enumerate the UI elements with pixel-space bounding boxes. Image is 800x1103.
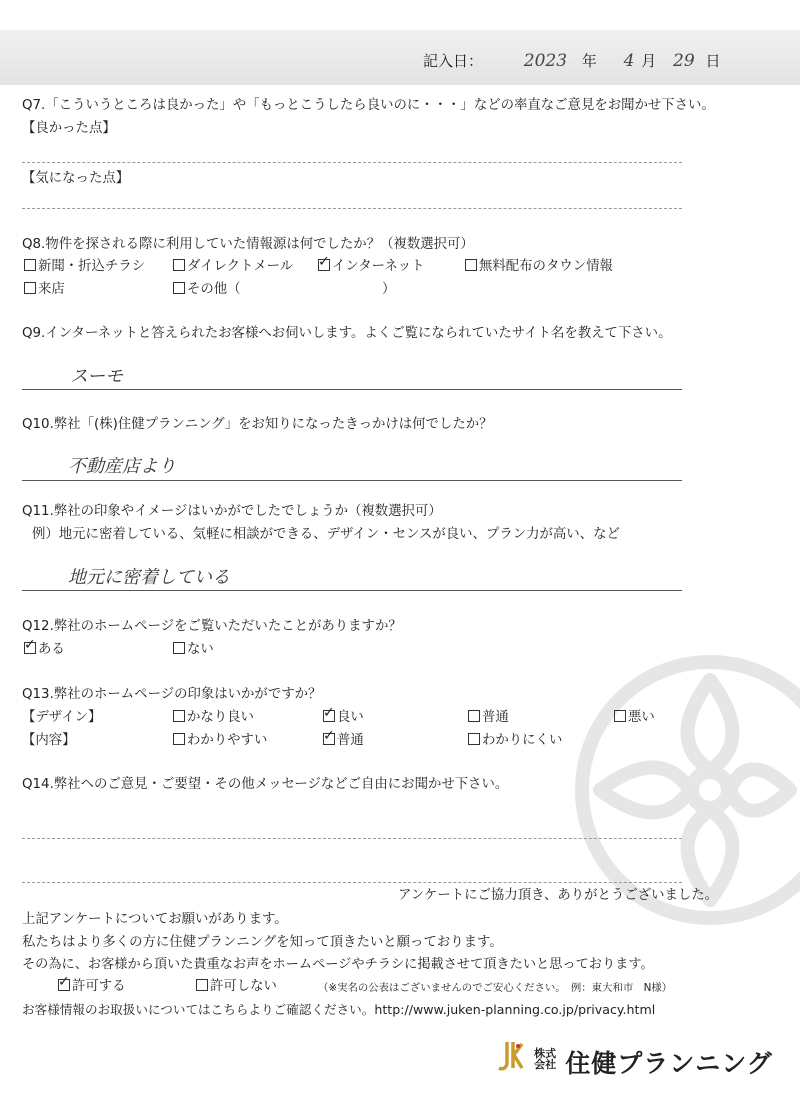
q13-design-very-good[interactable]: かなり良い	[173, 709, 254, 727]
q14-line-1	[22, 838, 682, 839]
q11-question: Q11.弊社の印象やイメージはいかがでしたでしょうか（複数選択可）	[22, 504, 442, 519]
q13-design-good[interactable]: ✓ 良い	[323, 705, 364, 725]
checkbox-icon	[173, 642, 185, 654]
q12-option-no[interactable]: ない	[173, 641, 214, 659]
q8-option-town-info[interactable]: 無料配布のタウン情報	[465, 258, 613, 276]
year-value: 2023	[523, 51, 568, 71]
thanks-message: アンケートにご協力頂き、ありがとうございました。	[398, 888, 719, 903]
q7-good-line	[22, 162, 682, 163]
q8-option-direct-mail[interactable]: ダイレクトメール	[173, 258, 293, 276]
logo-name: 住健プランニング	[565, 1049, 773, 1078]
request-body-2: その為に、お客様から頂いた貴重なお声をホームページやチラシに掲載させて頂きたいと思っております。	[22, 957, 654, 972]
checked-checkbox-icon: ✓	[58, 974, 70, 990]
checkbox-icon	[468, 733, 480, 745]
q7-good-label: 【良かった点】	[22, 121, 116, 136]
checkbox-icon	[24, 282, 36, 294]
day-unit: 日	[705, 52, 721, 70]
checked-checkbox-icon: ✓	[318, 254, 330, 270]
logo-prefix: 株式会社	[534, 1047, 557, 1071]
q8-question: Q8.物件を探される際に利用していた情報源は何でしたか？（複数選択可）	[22, 237, 474, 252]
q10-answer: 不動産店より	[68, 456, 176, 477]
date-label: 記入日：	[423, 52, 484, 70]
checked-checkbox-icon: ✓	[24, 637, 36, 653]
privacy-notice: お客様情報のお取扱いについてはこちらよりご確認ください。http://www.juken-planning.co.jp/privacy.html	[22, 1002, 656, 1017]
day-value: 29	[673, 51, 695, 71]
request-title: 上記アンケートについてお願いがあります。	[22, 912, 288, 927]
q10-question: Q10.弊社「(株)住健プランニング」をお知りになったきっかけは何でしたか？	[22, 417, 493, 432]
q8-option-newspaper[interactable]: 新聞・折込チラシ	[24, 258, 145, 276]
company-logo	[495, 1038, 773, 1080]
q13-content-clear[interactable]: わかりやすい	[173, 732, 267, 750]
month-value: 4	[623, 51, 635, 71]
q11-example: 例）地元に密着している、気軽に相談ができる、デザイン・センスが良い、プラン力が高い、など	[32, 527, 620, 542]
checkbox-icon	[173, 259, 185, 271]
checkbox-icon	[468, 710, 480, 722]
year-unit: 年	[581, 52, 597, 70]
checkbox-icon	[173, 282, 185, 294]
permit-option[interactable]: ✓ 許可する	[58, 974, 126, 994]
q9-question: Q9.インターネットと答えられたお客様へお伺いします。よくご覧になられていたサイト名を教えて下さい。	[22, 326, 672, 341]
q7-concern-label: 【気になった点】	[22, 171, 130, 186]
q9-answer-line	[22, 389, 682, 390]
deny-option[interactable]: 許可しない	[196, 978, 277, 996]
q8-option-internet[interactable]: ✓ インターネット	[318, 254, 425, 274]
q13-design-bad[interactable]: 悪い	[614, 709, 655, 727]
q8-option-other[interactable]: その他（	[173, 281, 241, 299]
q13-question: Q13.弊社のホームページの印象はいかがですか？	[22, 687, 322, 702]
anonymity-note: （※実名の公表はございませんのでご安心ください。 例：東大和市 N様）	[318, 982, 673, 994]
q14-line-2	[22, 882, 682, 883]
q7-question: Q7.「こういうところは良かった」や「もっとこうしたら良いのに・・・」などの率直なご意見をお聞かせ下さい。	[22, 98, 715, 113]
checked-checkbox-icon: ✓	[323, 728, 335, 744]
q11-answer: 地元に密着している	[68, 567, 230, 588]
checkbox-icon	[173, 710, 185, 722]
q7-concern-line	[22, 208, 682, 209]
request-body-1: 私たちはより多くの方に住健プランニングを知って頂きたいと願っております。	[22, 935, 503, 950]
q11-answer-line	[22, 590, 682, 591]
q14-question: Q14.弊社へのご意見・ご要望・その他メッセージなどご自由にお聞かせ下さい。	[22, 777, 509, 792]
q13-content-normal[interactable]: ✓ 普通	[323, 728, 364, 748]
month-unit: 月	[641, 52, 657, 70]
q12-option-yes[interactable]: ✓ ある	[24, 637, 65, 657]
checkbox-icon	[614, 710, 626, 722]
q13-content-unclear[interactable]: わかりにくい	[468, 732, 562, 750]
checkbox-icon	[173, 733, 185, 745]
q13-content-label: 【内容】	[22, 733, 76, 748]
checked-checkbox-icon: ✓	[323, 705, 335, 721]
q12-question: Q12.弊社のホームページをご覧いただいたことがありますか？	[22, 619, 402, 634]
entry-date	[423, 50, 720, 71]
checkbox-icon	[24, 259, 36, 271]
q10-answer-line	[22, 480, 682, 481]
q13-design-normal[interactable]: 普通	[468, 709, 509, 727]
q13-design-label: 【デザイン】	[22, 710, 102, 725]
jk-logo-icon	[495, 1038, 525, 1078]
checkbox-icon	[465, 259, 477, 271]
q8-other-close: ）	[382, 282, 396, 297]
checkbox-icon	[196, 979, 208, 991]
q8-option-visit[interactable]: 来店	[24, 281, 65, 299]
q9-answer: スーモ	[70, 366, 124, 387]
